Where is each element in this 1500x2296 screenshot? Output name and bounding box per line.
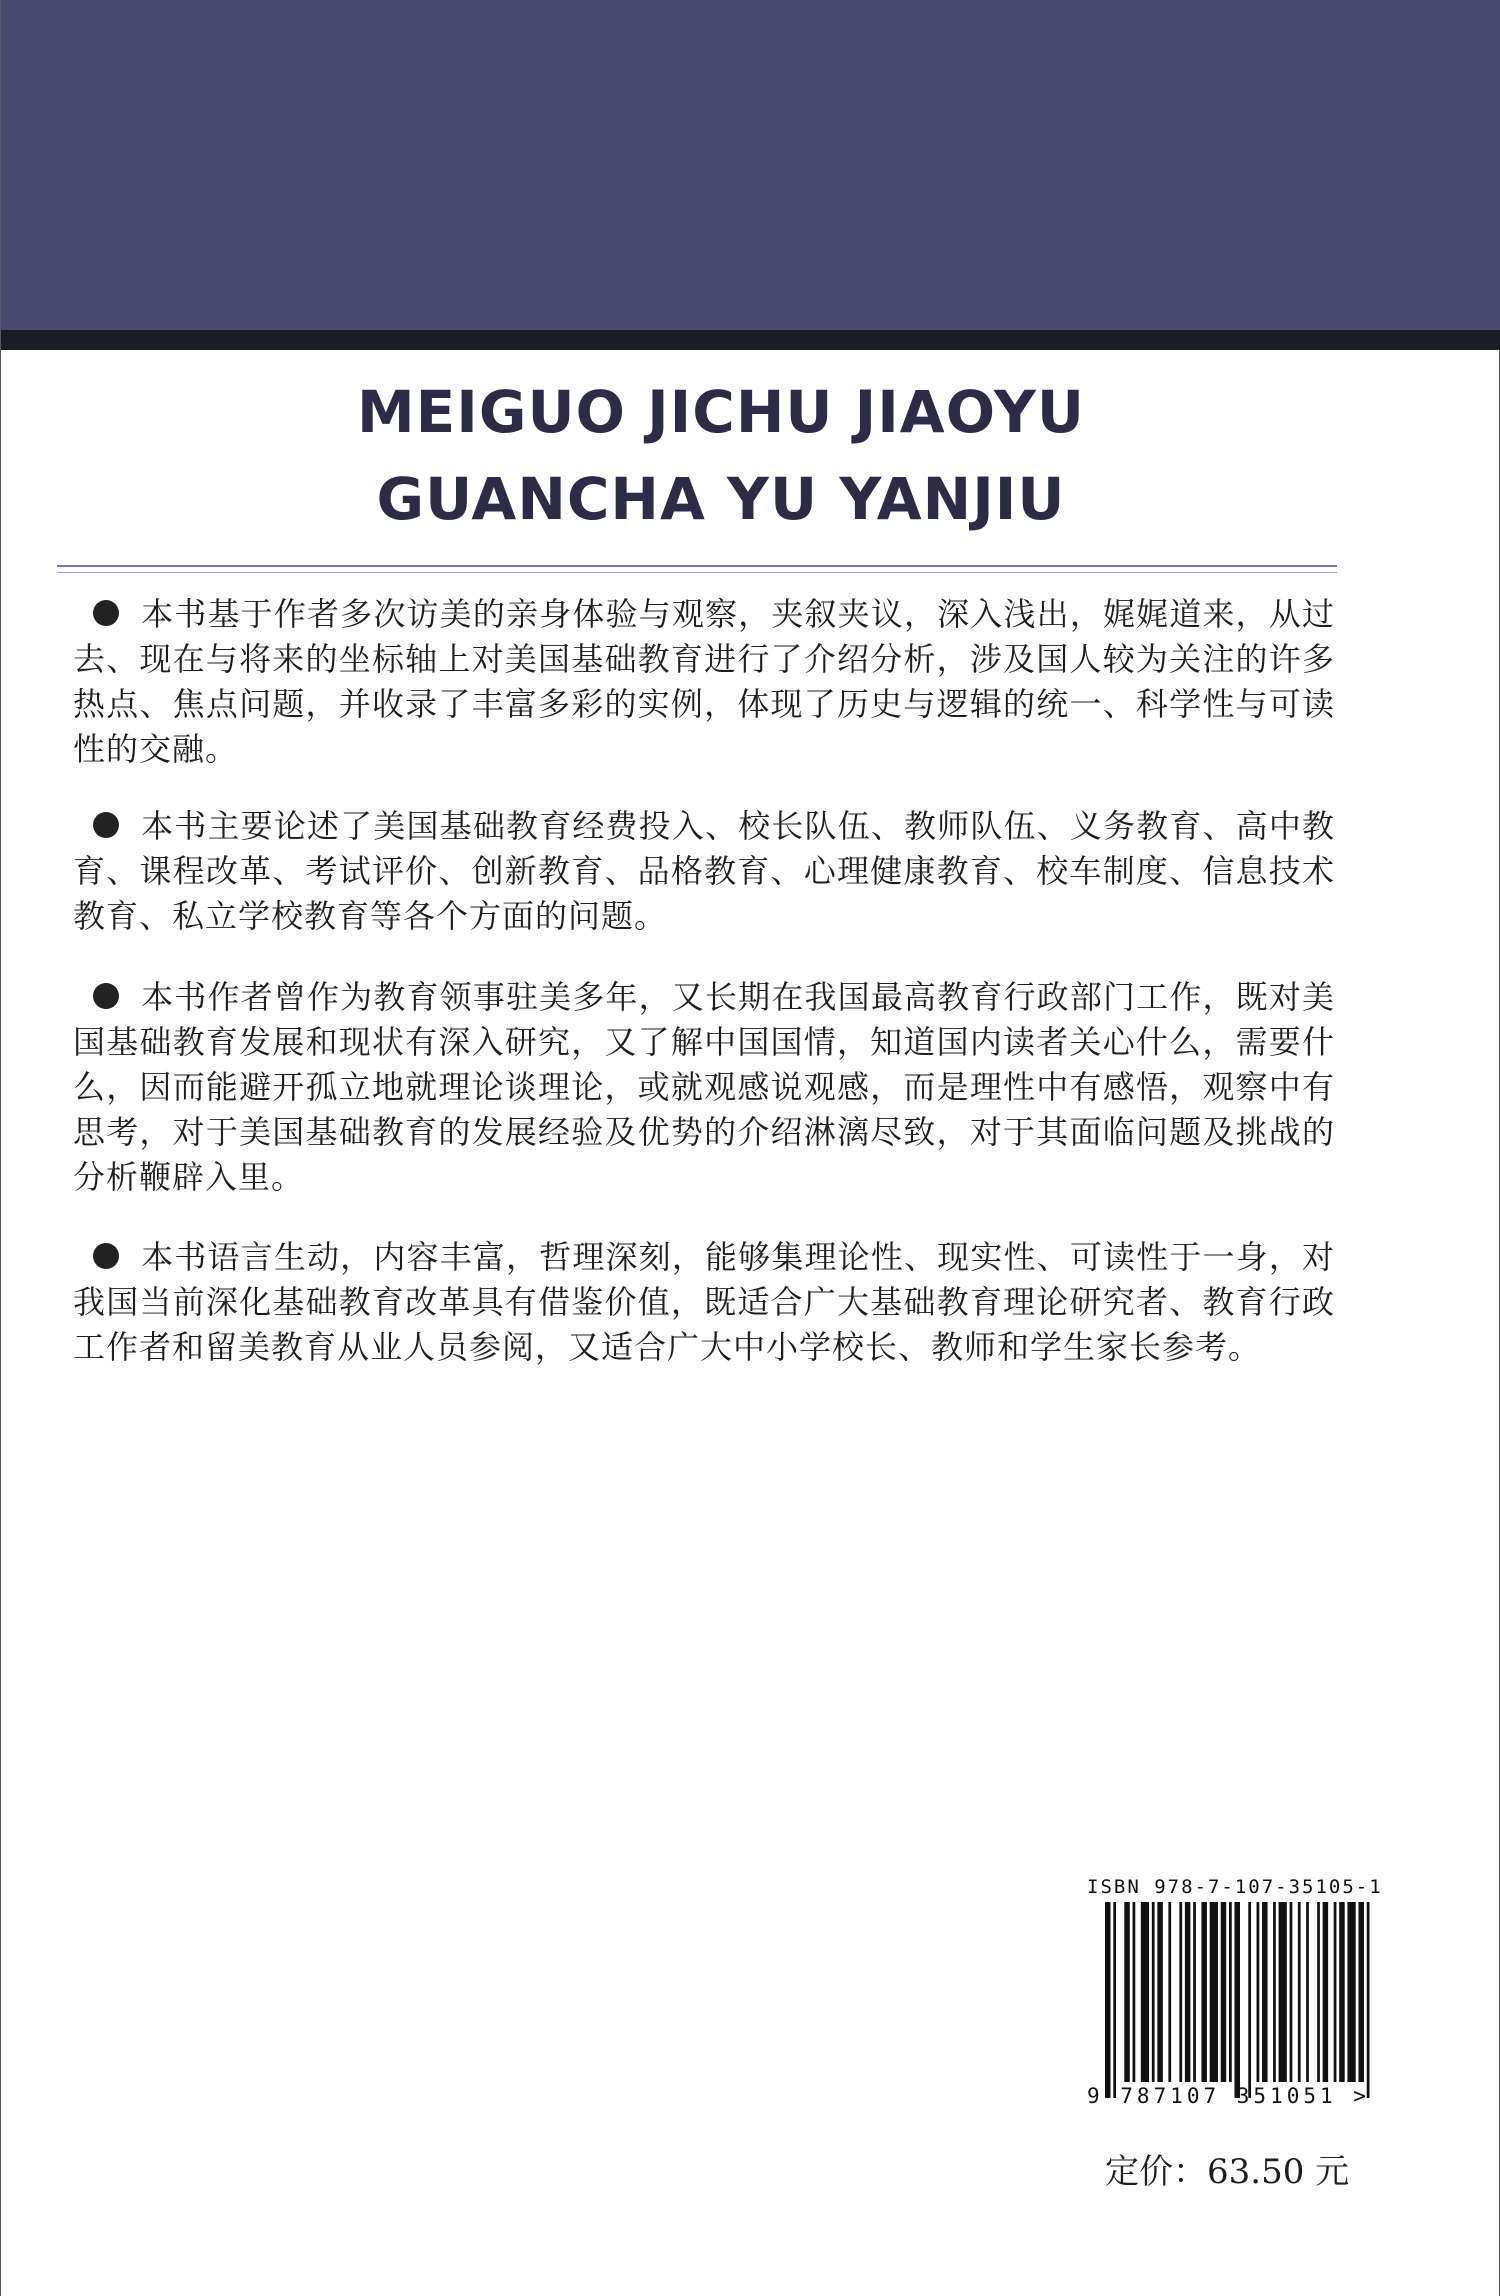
barcode-bar xyxy=(1306,1902,1309,2082)
barcode-bar xyxy=(1124,1902,1130,2082)
paragraph-text: 本书主要论述了美国基础教育经费投入、校长队伍、教师队伍、义务教育、高中教育、课程改革、考试评价、创新教育、品格教育、心理健康教育、校车制度、信息技术教育、私立学校教育等各个方面的问题。 xyxy=(73,807,1335,935)
barcode-bar xyxy=(1201,1902,1207,2082)
barcode-bar xyxy=(1157,1902,1163,2082)
barcode-bar xyxy=(1358,1902,1364,2082)
paragraph-text: 本书作者曾作为教育领事驻美多年，又长期在我国最高教育行政部门工作，既对美国基础教育发展和现状有深入研究，又了解中国国情，知道国内读者关心什么，需要什么，因而能避开孤立地就理论谈理论，或就观感说观感，而是理性中有感悟，观察中有思考，对于美国基础教育的发展经验及优势的介绍淋漓尽致，对于其面临问题及挑战的分析鞭辟入里。 xyxy=(73,978,1335,1196)
barcode-bar xyxy=(1152,1902,1155,2082)
bullet-icon xyxy=(93,1243,119,1269)
description-paragraph xyxy=(73,804,1335,939)
bullet-icon xyxy=(93,983,119,1009)
barcode-bar xyxy=(1168,1902,1171,2082)
barcode-bar xyxy=(1248,1902,1251,2098)
barcode-bar xyxy=(1323,1902,1329,2082)
pinyin-title-line-2: GUANCHA YU YANJIU xyxy=(376,465,1066,533)
paragraph-text: 本书基于作者多次访美的亲身体验与观察，夹叙夹议，深入浅出，娓娓道来，从过去、现在与将来的坐标轴上对美国基础教育进行了介绍分析，涉及国人较为关注的许多热点、焦点问题，并收录了丰富多彩的实例，体现了历史与逻辑的统一、科学性与可读性的交融。 xyxy=(73,595,1335,768)
description-paragraph xyxy=(73,592,1335,772)
barcode-bar xyxy=(1185,1902,1191,2082)
barcode-bar xyxy=(1290,1902,1293,2082)
barcode-bar xyxy=(1105,1902,1111,2098)
cover-color-band xyxy=(1,0,1500,330)
barcode-icon xyxy=(1105,1902,1375,2098)
barcode-bar xyxy=(1257,1902,1260,2082)
barcode-bar xyxy=(1141,1902,1149,2082)
barcode-bar xyxy=(1210,1902,1218,2082)
barcode-bar xyxy=(1298,1902,1301,2082)
divider-rule-thin xyxy=(57,572,1337,573)
pinyin-title-line-1: MEIGUO JICHU JIAOYU xyxy=(356,378,1086,446)
barcode-bar xyxy=(1234,1902,1240,2098)
barcode-bar xyxy=(1133,1902,1136,2082)
description-paragraph xyxy=(73,975,1335,1200)
barcode-bar xyxy=(1339,1902,1345,2082)
paragraph-text: 本书语言生动，内容丰富，哲理深刻，能够集理论性、现实性、可读性于一身，对我国当前深化基础教育改革具有借鉴价值，既适合广大基础教育理论研究者、教育行政工作者和留美教育从业人员参阅，又适合广大中小学校长、教师和学生家长参考。 xyxy=(73,1238,1335,1366)
barcode-bar xyxy=(1317,1902,1320,2082)
barcode-bar xyxy=(1334,1902,1337,2082)
bullet-icon xyxy=(93,812,119,838)
isbn-label: ISBN 978-7-107-35105-1 xyxy=(1087,1876,1383,1898)
barcode-digits: 9 787107 351051 > xyxy=(1087,2084,1370,2108)
barcode-bar xyxy=(1347,1902,1355,2082)
barcode-bar xyxy=(1113,1902,1116,2098)
price-label: 定价：63.50 元 xyxy=(1105,2152,1350,2192)
cover-band-shadow xyxy=(1,330,1500,350)
barcode-bar xyxy=(1193,1902,1196,2082)
barcode-bar xyxy=(1262,1902,1268,2082)
description-paragraph xyxy=(73,1235,1335,1370)
barcode-bar xyxy=(1279,1902,1287,2082)
bullet-icon xyxy=(93,600,119,626)
barcode-bar xyxy=(1229,1902,1232,2082)
barcode-bar xyxy=(1221,1902,1227,2082)
barcode-bar xyxy=(1179,1902,1182,2082)
barcode-bar xyxy=(1367,1902,1370,2098)
divider-rule xyxy=(57,565,1337,567)
barcode-bar xyxy=(1273,1902,1276,2082)
